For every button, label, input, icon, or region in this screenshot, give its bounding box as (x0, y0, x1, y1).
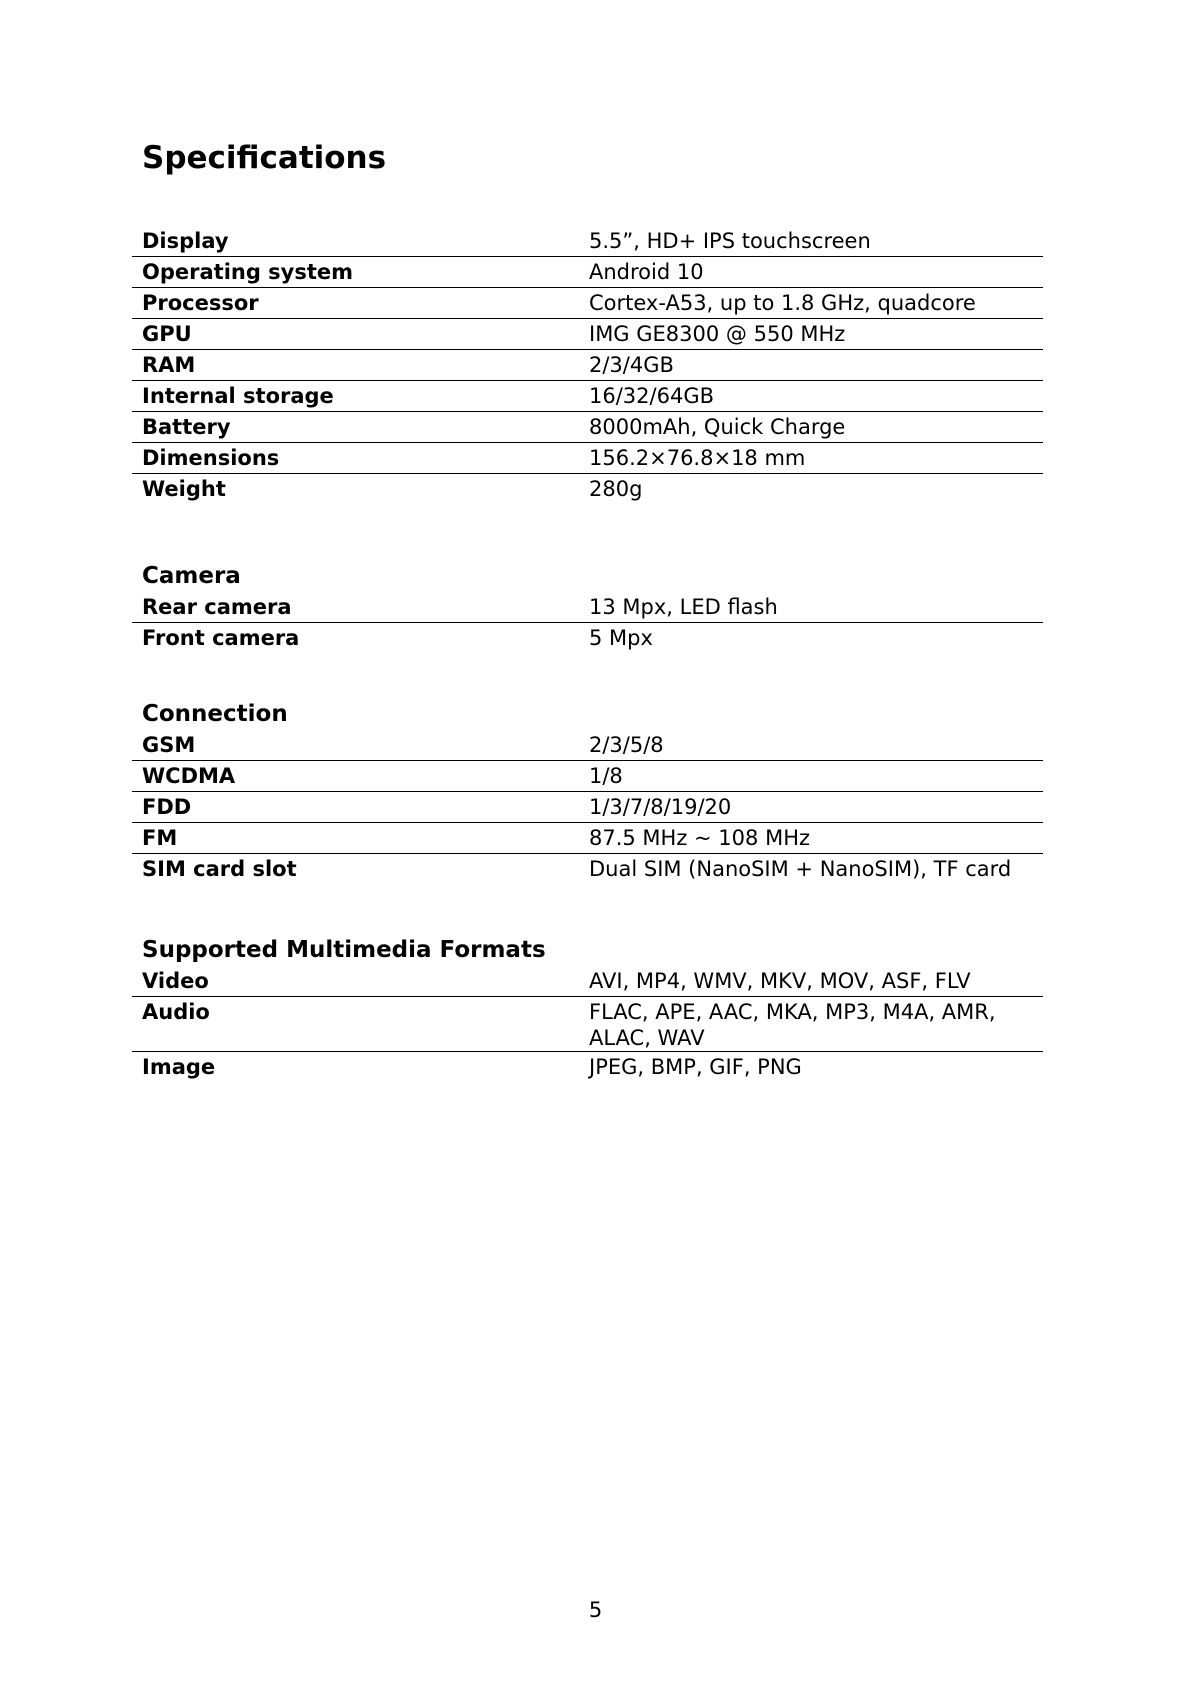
spec-value: 5.5”, HD+ IPS touchscreen (589, 229, 871, 253)
spec-value: 5 Mpx (589, 626, 653, 650)
spec-row-ram (132, 350, 1043, 381)
spec-label: WCDMA (142, 764, 236, 788)
spec-value: 2/3/4GB (589, 353, 674, 377)
spec-value: 1/8 (589, 764, 623, 788)
spec-value: Android 10 (589, 260, 704, 284)
spec-label: RAM (142, 353, 196, 377)
main-spec-table (132, 226, 1043, 505)
spec-row-internal-storage (132, 381, 1043, 412)
spec-label: FM (142, 826, 178, 850)
spec-value: AVI, MP4, WMV, MKV, MOV, ASF, FLV (589, 969, 971, 993)
spec-value: 13 Mpx, LED flash (589, 595, 778, 619)
spec-label: Internal storage (142, 384, 334, 408)
spec-value: 156.2×76.8×18 mm (589, 446, 806, 470)
spec-value: Cortex-A53, up to 1.8 GHz, quadcore (589, 291, 976, 315)
spec-row-display (132, 226, 1043, 257)
spec-value: JPEG, BMP, GIF, PNG (589, 1055, 802, 1079)
spec-row-gsm (132, 730, 1043, 761)
spec-label: Rear camera (142, 595, 292, 619)
spec-value: 16/32/64GB (589, 384, 714, 408)
spec-row-rear-camera (132, 592, 1043, 623)
multimedia-spec-table (132, 934, 1043, 1083)
spec-value: 8000mAh, Quick Charge (589, 415, 846, 439)
spec-label: Video (142, 969, 209, 993)
section-heading-multimedia: Supported Multimedia Formats (142, 937, 546, 963)
spec-label: GPU (142, 322, 192, 346)
spec-label: Operating system (142, 260, 354, 284)
spec-row-processor (132, 288, 1043, 319)
spec-row-image (132, 1052, 1043, 1083)
section-heading-camera: Camera (142, 563, 241, 589)
spec-label: Processor (142, 291, 259, 315)
camera-spec-table (132, 560, 1043, 654)
spec-label: SIM card slot (142, 857, 297, 881)
spec-value: 87.5 MHz ~ 108 MHz (589, 826, 811, 850)
spec-value: 2/3/5/8 (589, 733, 664, 757)
page-number: 5 (588, 1598, 603, 1622)
spec-label: FDD (142, 795, 192, 819)
spec-row-fm (132, 823, 1043, 854)
spec-label: Battery (142, 415, 231, 439)
spec-value: 280g (589, 477, 643, 501)
spec-label: Weight (142, 477, 226, 501)
spec-label: Front camera (142, 626, 300, 650)
spec-value: Dual SIM (NanoSIM + NanoSIM), TF card (589, 857, 1012, 881)
spec-row-fdd (132, 792, 1043, 823)
spec-row-front-camera (132, 623, 1043, 654)
spec-row-battery (132, 412, 1043, 443)
spec-value: 1/3/7/8/19/20 (589, 795, 732, 819)
page-title: Specifications (142, 140, 387, 176)
spec-value: IMG GE8300 @ 550 MHz (589, 322, 846, 346)
section-heading-connection: Connection (142, 701, 288, 727)
spec-row-audio (132, 997, 1043, 1052)
spec-label: Dimensions (142, 446, 280, 470)
spec-row-sim-card-slot (132, 854, 1043, 885)
spec-label: Audio (142, 1000, 210, 1024)
spec-row-video (132, 966, 1043, 997)
spec-row-operating-system (132, 257, 1043, 288)
spec-label: Display (142, 229, 229, 253)
spec-value: FLAC, APE, AAC, MKA, MP3, M4A, AMR, ALAC, WAV (589, 1000, 996, 1050)
spec-row-dimensions (132, 443, 1043, 474)
spec-row-weight (132, 474, 1043, 505)
spec-label: GSM (142, 733, 196, 757)
connection-spec-table (132, 698, 1043, 885)
spec-row-wcdma (132, 761, 1043, 792)
spec-row-gpu (132, 319, 1043, 350)
spec-label: Image (142, 1055, 216, 1079)
